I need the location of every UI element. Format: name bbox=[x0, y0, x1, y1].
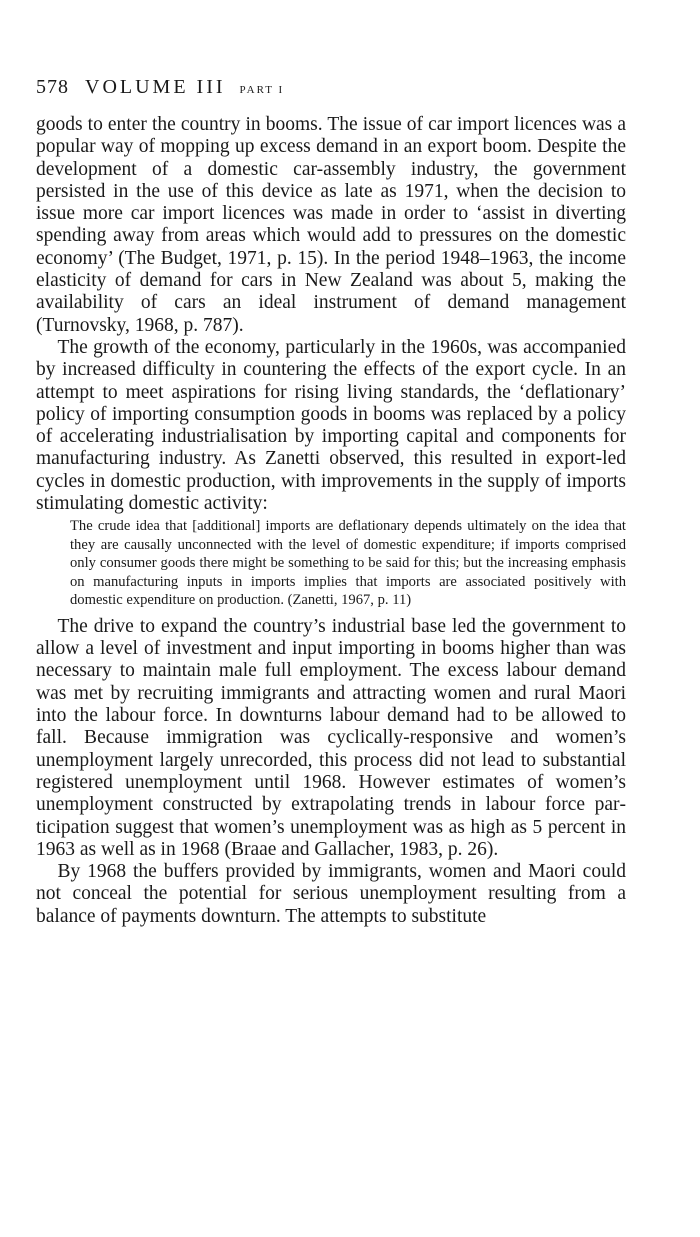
document-page bbox=[36, 74, 626, 928]
block-quote: The crude idea that [additional] imports are deflationary depends ultimately on the idea that they are causally unconnected with the level of domestic expenditure; if imports comprised only consumer goods there might be something to be said for this; but the increasing emphasis on manufacturing inputs in imports implies that imports are associated positively with domestic expenditure on production. (Zanetti, 1967, p. 11) bbox=[70, 518, 626, 609]
volume-label: VOLUME III bbox=[85, 76, 226, 98]
paragraph-1: goods to enter the country in booms. The issue of car import licences was a popular way of mopping up excess demand in an export boom. Despite the development of a domestic car-assembly industry, the government persisted in the use of this device as late as 1971, when the decision to issue more car import licences was made in order to ‘assist in diverting spending away from areas which would add to pressures on the domestic economy’ (The Budget, 1971, p. 15). In the period 1948–1963, the income elasticity of demand for cars in New Zealand was about 5, making the availability of cars an ideal instrument of demand management (Turnovsky, 1968, p. 787). bbox=[36, 114, 626, 336]
paragraph-4: By 1968 the buffers provided by immigrants, women and Maori could not conceal the potential for serious unemployment resulting from a balance of payments downturn. The attempts to substitute bbox=[36, 861, 626, 927]
paragraph-3: The drive to expand the country’s industrial base led the government to allow a level of investment and input importing in booms higher than was necessary to maintain male full employment. The excess labour demand was met by recruiting immigrants and attracting women and rural Maori into the labour force. In downturns labour demand had to be allowed to fall. Because immigration was cyclically-responsive and women’s unemployment largely unrecorded, this process did not lead to substantial registered unemployment until 1968. However estimates of women’s unemployment constructed by extrapolating trends in labour force participation suggest that women’s unemployment was as high as 5 percent in 1963 as well as in 1968 (Braae and Gallacher, 1983, p. 26). bbox=[36, 615, 626, 860]
part-label: PART I bbox=[239, 84, 285, 96]
page-number: 578 bbox=[36, 76, 69, 98]
running-head bbox=[36, 74, 626, 114]
paragraph-2: The growth of the economy, particularly in the 1960s, was accompanied by increased difficulty in countering the effects of the export cycle. In an attempt to meet aspirations for rising living standards, the ‘deflationary’ policy of importing consumption goods in booms was replaced by a policy of accelerating industrialisation by importing capital and components for manufacturing industry. As Zanetti observed, this resulted in export-led cycles in domestic production, with improvements in the supply of imports stimulating domestic activity: bbox=[36, 336, 626, 515]
